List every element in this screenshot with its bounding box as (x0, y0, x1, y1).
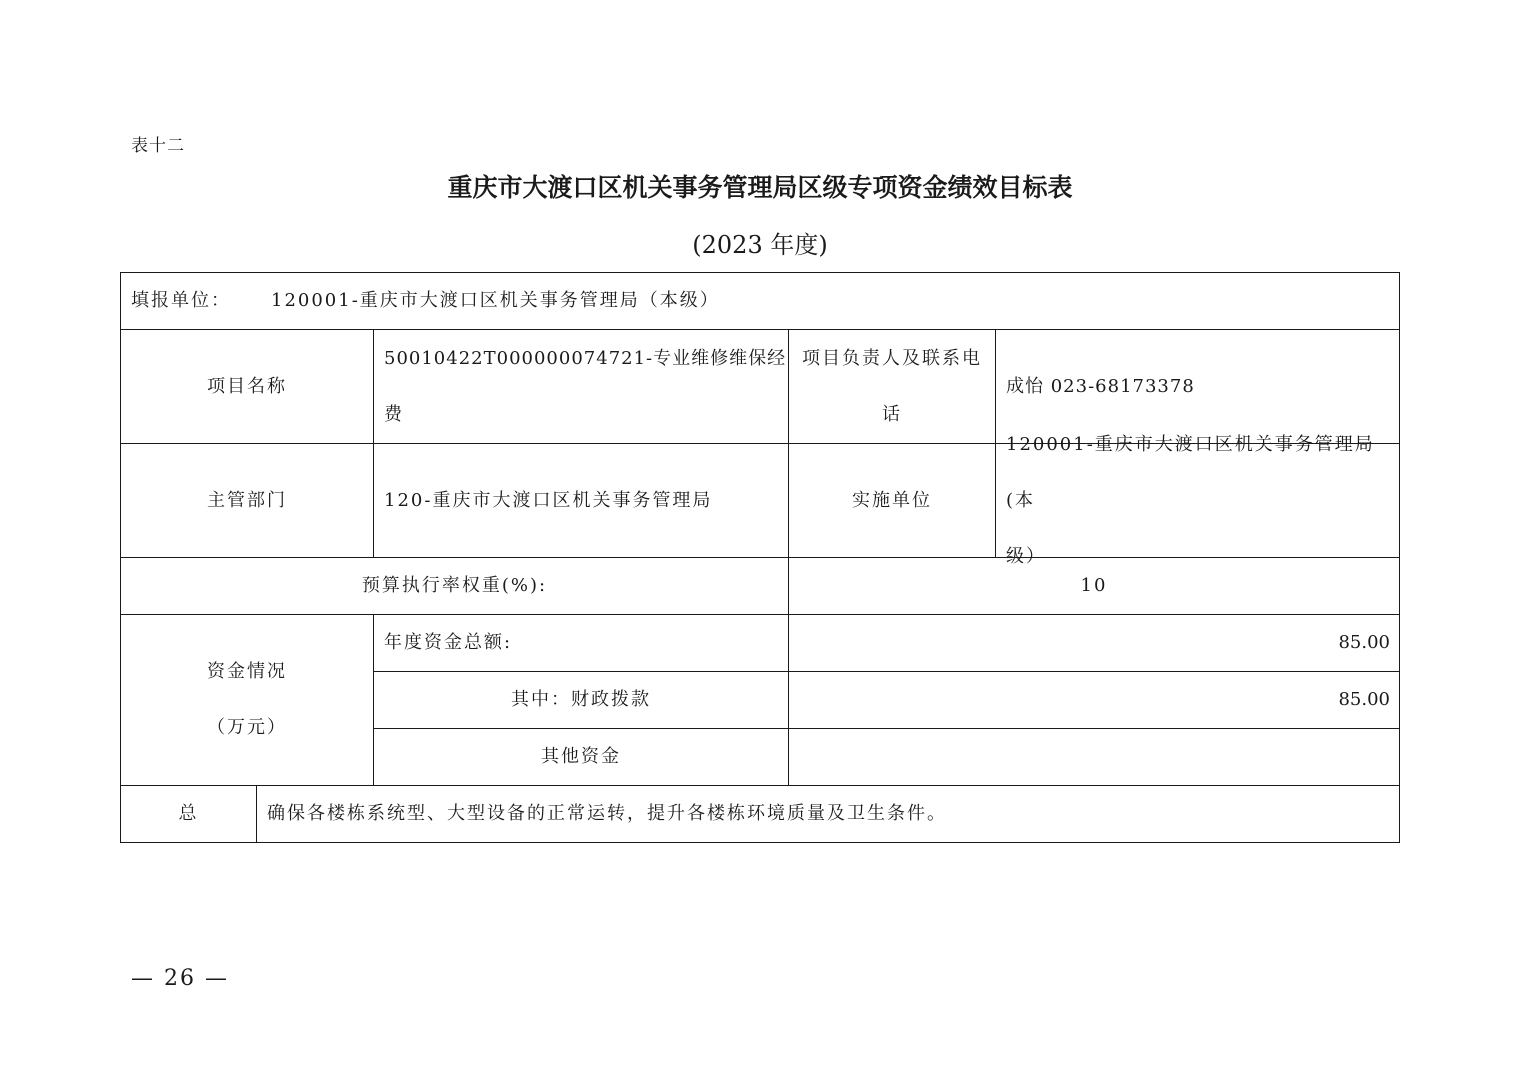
implementing-unit-label: 实施单位 (852, 489, 932, 511)
funds-label-line2: （万元） (207, 717, 287, 738)
project-contact-label-line2: 话 (882, 403, 902, 425)
implementing-unit-value (996, 433, 1399, 567)
funds-fiscal-value: 85.00 (1338, 689, 1390, 710)
funds-fiscal-label: 其中：财政拨款 (511, 689, 651, 710)
project-contact-value: 成怡 023-68173378 (1006, 375, 1195, 397)
implementing-unit-value-line2: 级） (1006, 545, 1046, 567)
project-name-value: 50010422T000000074721-专业维修维保经费 (384, 347, 787, 425)
funds-other-label: 其他资金 (541, 746, 621, 767)
goal-label: 总 (178, 803, 199, 824)
performance-target-table (120, 272, 1400, 843)
reporting-unit-row (121, 273, 1399, 329)
funds-other-value (789, 729, 1399, 785)
document-title: 重庆市大渡口区机关事务管理局区级专项资金绩效目标表 (447, 173, 1073, 202)
implementing-unit-value-line1: 120001-重庆市大渡口区机关事务管理局(本 (1006, 433, 1375, 511)
funds-total-label: 年度资金总额: (384, 632, 513, 653)
funds-total-value: 85.00 (1338, 632, 1390, 653)
funds-label-line1: 资金情况 (207, 661, 287, 682)
reporting-unit-value: 120001-重庆市大渡口区机关事务管理局（本级） (271, 290, 720, 311)
department-label: 主管部门 (207, 489, 287, 511)
project-name-label: 项目名称 (207, 375, 287, 397)
project-contact-label (789, 330, 995, 443)
table-label: 表十二 (131, 136, 185, 156)
funds-label (121, 615, 373, 785)
goal-value: 确保各楼栋系统型、大型设备的正常运转，提升各楼栋环境质量及卫生条件。 (267, 803, 947, 824)
page-number: — 26 — (131, 966, 229, 991)
project-contact-label-line1: 项目负责人及联系电 (802, 347, 982, 369)
department-value: 120-重庆市大渡口区机关事务管理局 (384, 489, 713, 511)
budget-weight-label: 预算执行率权重(%): (361, 575, 548, 596)
document-year: (2023 年度) (692, 231, 828, 259)
budget-weight-value: 10 (1080, 575, 1108, 596)
reporting-unit-label: 填报单位： (131, 290, 231, 311)
